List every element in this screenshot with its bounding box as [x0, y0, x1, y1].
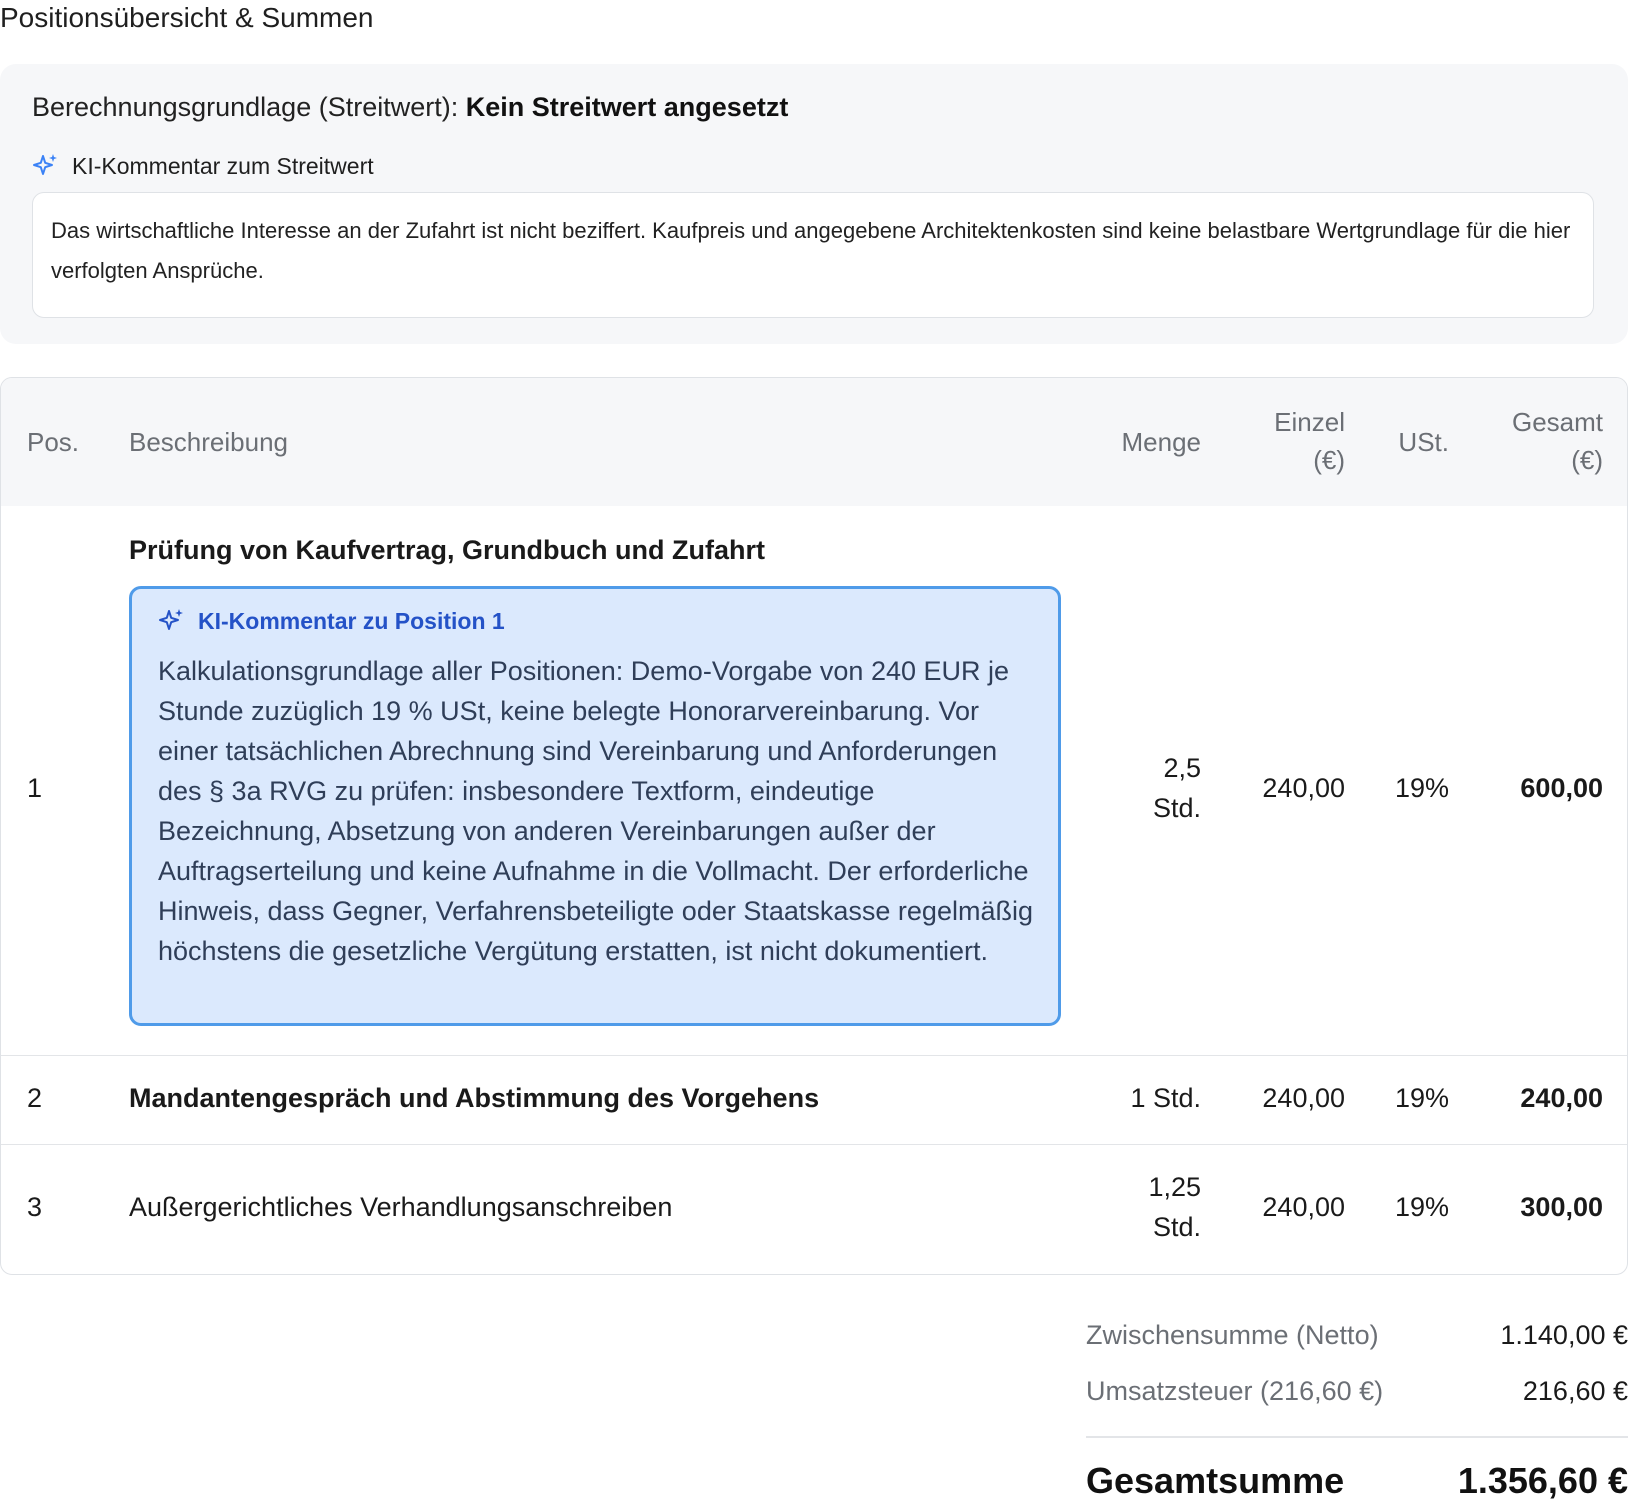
- table-header: [1, 378, 1627, 506]
- row-description: Mandantengespräch und Abstimmung des Vorgehens: [129, 1083, 820, 1113]
- table-row: [1, 1144, 1627, 1275]
- ai-comment-position-title-label: KI-Kommentar zu Position 1: [198, 607, 505, 634]
- row-total: 300,00: [1520, 1192, 1603, 1222]
- row-quantity: 2,5: [1163, 753, 1201, 783]
- ai-comment-position-text: Kalkulationsgrundlage aller Positionen: Demo-Vorgabe von 240 EUR je Stunde zuzüglich 19 % USt, keine belegte Honorarvereinbarung. Vor einer tatsächlichen Abrechnung sind Vereinbarung und Anforderungen des § 3a RVG zu prüfen: insbesondere Textform, eindeutige Bezeichnung, Absetzung von anderen Vereinbarungen außer der Auftragserteilung und keine Aufnahme in die Vollmacht. Der erforderliche Hinweis, dass Gegner, Verfahrensbeteiligte oder Staatskasse regelmäßig höchstens die gesetzliche Vergütung erstatten, ist nicht dokumentiert.: [158, 656, 1033, 966]
- vat-line: [1086, 1376, 1628, 1407]
- row-vat: 19%: [1394, 1192, 1449, 1222]
- calculation-basis-label: Berechnungsgrundlage (Streitwert):: [32, 92, 459, 122]
- calculation-basis: [32, 92, 788, 123]
- row-total: 600,00: [1520, 773, 1603, 803]
- grand-total-value: 1.356,60 €: [1457, 1460, 1628, 1501]
- ai-comment-position-title: [158, 607, 505, 635]
- row-pos: 1: [27, 773, 43, 803]
- row-quantity-unit: Std.: [1152, 1212, 1201, 1242]
- header-unit-price: Einzel: [1274, 407, 1345, 437]
- ai-comment-heading: [32, 152, 374, 180]
- row-quantity: 1 Std.: [1130, 1083, 1201, 1113]
- header-unit-price-currency: (€): [1313, 445, 1345, 475]
- row-description: Außergerichtliches Verhandlungsanschreiben: [129, 1192, 673, 1222]
- header-quantity: Menge: [1121, 427, 1201, 457]
- header-pos: Pos.: [27, 427, 80, 457]
- calculation-basis-panel: [0, 64, 1628, 344]
- subtotal-line: [1086, 1320, 1628, 1351]
- row-unit-price: 240,00: [1262, 773, 1345, 803]
- row-quantity: 1,25: [1148, 1172, 1201, 1202]
- ai-comment-position-1: [129, 586, 1061, 1026]
- header-total-currency: (€): [1571, 445, 1603, 475]
- row-total: 240,00: [1520, 1083, 1603, 1113]
- header-total: Gesamt: [1511, 407, 1603, 437]
- row-quantity-unit: Std.: [1152, 793, 1201, 823]
- table-row: [1, 1055, 1627, 1144]
- header-description: Beschreibung: [129, 427, 288, 457]
- totals-divider: [1086, 1436, 1628, 1438]
- vat-value: 216,60 €: [1522, 1376, 1628, 1406]
- subtotal-value: 1.140,00 €: [1500, 1320, 1628, 1350]
- row-vat: 19%: [1394, 1083, 1449, 1113]
- header-vat: USt.: [1398, 427, 1449, 457]
- row-unit-price: 240,00: [1262, 1083, 1345, 1113]
- row-vat: 19%: [1394, 773, 1449, 803]
- vat-label: Umsatzsteuer (216,60 €): [1086, 1376, 1384, 1406]
- row-pos: 2: [27, 1083, 43, 1113]
- calculation-basis-value: Kein Streitwert angesetzt: [465, 92, 789, 122]
- row-description: Prüfung von Kaufvertrag, Grundbuch und Zufahrt: [129, 535, 765, 565]
- row-unit-price: 240,00: [1262, 1192, 1345, 1222]
- ai-comment-heading-label: KI-Kommentar zum Streitwert: [72, 152, 374, 179]
- sparkles-icon: [32, 152, 60, 180]
- grand-total-line: [1086, 1460, 1628, 1502]
- ai-comment-text: Das wirtschaftliche Interesse an der Zufahrt ist nicht beziffert. Kaufpreis und angegebene Architektenkosten sind keine belastbare Wertgrundlage für die hier verfolgten Ansprüche.: [32, 192, 1594, 318]
- row-pos: 3: [27, 1192, 43, 1222]
- subtotal-label: Zwischensumme (Netto): [1086, 1320, 1379, 1350]
- page-title: Positionsübersicht & Summen: [0, 2, 374, 33]
- grand-total-label: Gesamtsumme: [1086, 1460, 1345, 1501]
- positions-table: [0, 377, 1628, 1275]
- sparkles-icon: [158, 607, 186, 635]
